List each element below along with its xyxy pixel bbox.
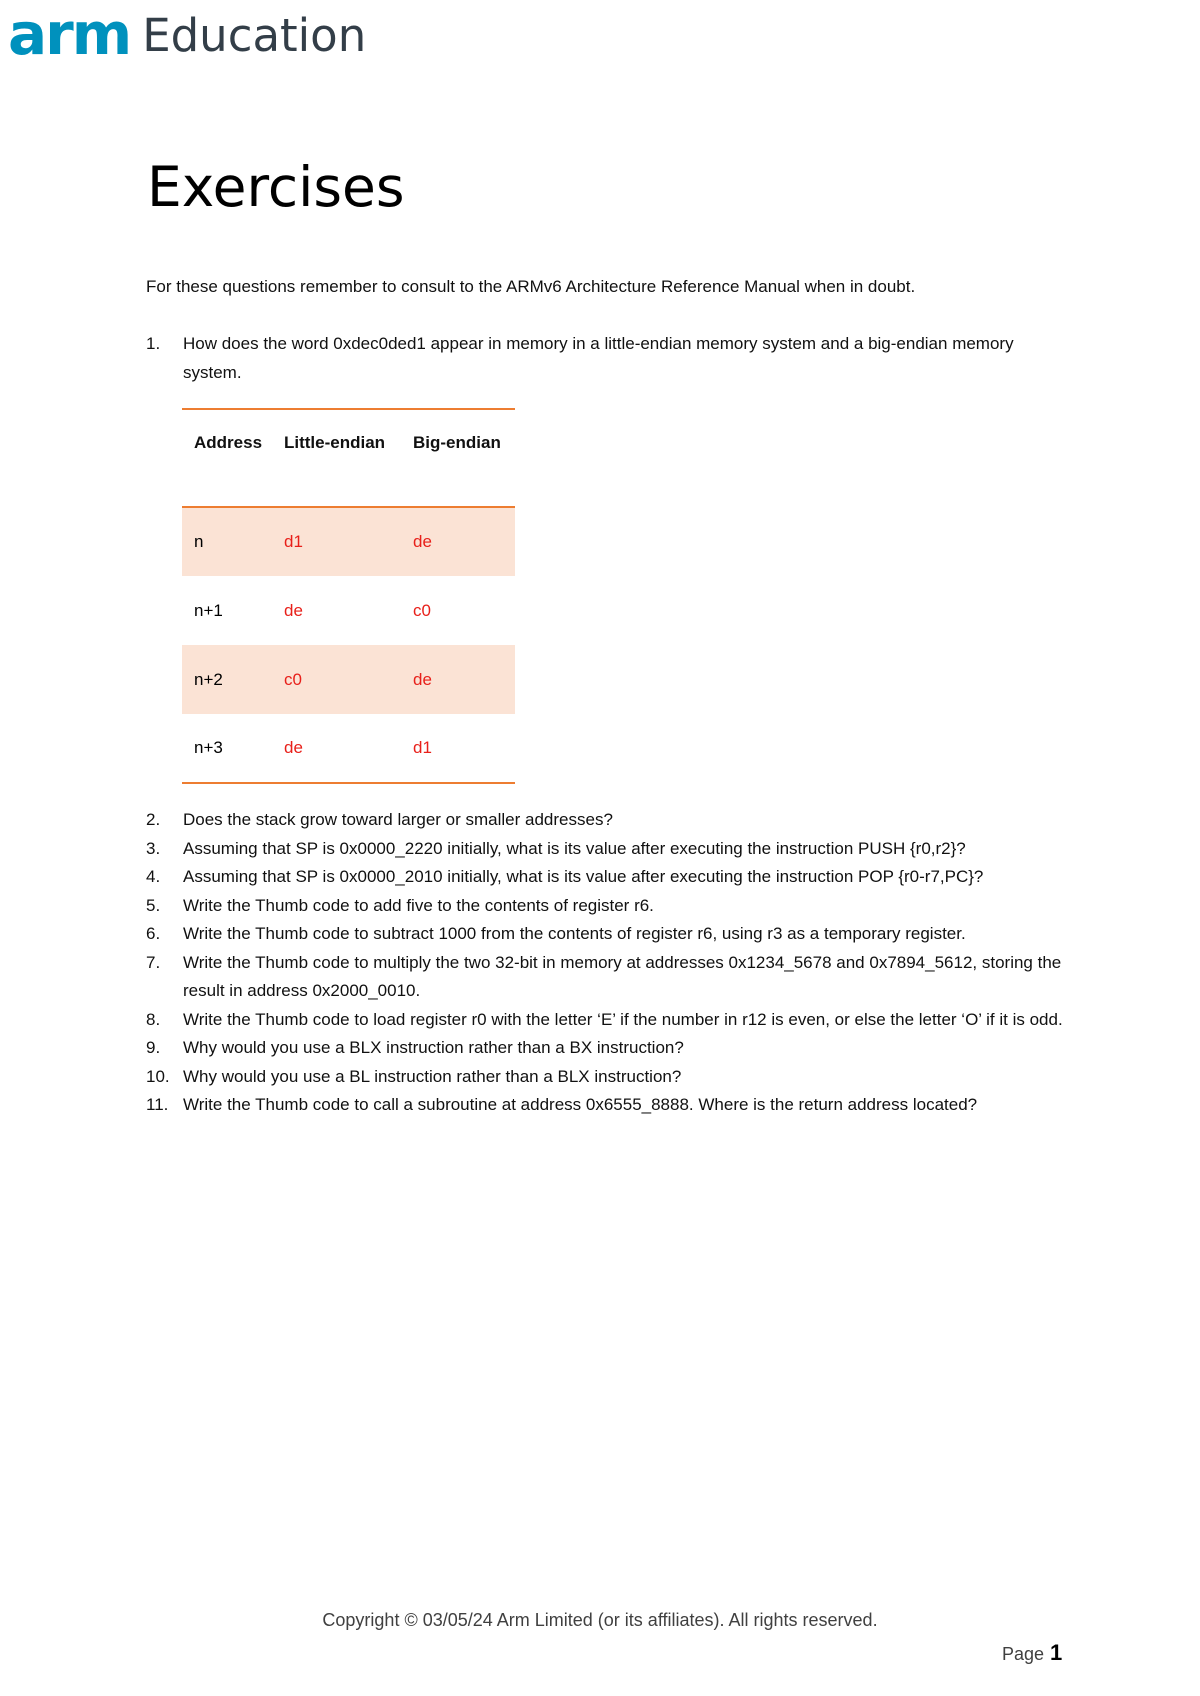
question-number: 4. xyxy=(146,867,161,886)
question-text: Why would you use a BL instruction rather than a BLX instruction? xyxy=(183,1066,682,1086)
question-item-7 xyxy=(146,949,1076,1006)
question-number: 3. xyxy=(146,838,161,858)
cell-big-endian: de xyxy=(413,532,432,551)
footer-copyright: Copyright © 03/05/24 Arm Limited (or its affiliates). All rights reserved. xyxy=(322,1610,878,1630)
arm-education-logo xyxy=(8,0,367,68)
table-row xyxy=(182,507,515,576)
page-number: 1 xyxy=(1050,1640,1063,1665)
cell-little-endian: c0 xyxy=(284,669,302,689)
question-item-10 xyxy=(146,1063,1076,1092)
page-title: Exercises xyxy=(147,155,405,219)
cell-address: n+3 xyxy=(194,738,223,757)
question-item-11 xyxy=(146,1091,1076,1120)
cell-big-endian: d1 xyxy=(413,738,432,757)
cell-address: n xyxy=(194,532,204,551)
question-number: 8. xyxy=(146,1009,161,1029)
question-text: Does the stack grow toward larger or smaller addresses? xyxy=(183,810,613,829)
question-item-2 xyxy=(146,806,1076,835)
column-header-big-endian: Big-endian xyxy=(413,433,501,452)
column-header-address: Address xyxy=(194,433,263,452)
question-item-9 xyxy=(146,1034,1076,1063)
intro-paragraph: For these questions remember to consult to the ARMv6 Architecture Reference Manual when in doubt. xyxy=(146,277,916,296)
question-text: Why would you use a BLX instruction rather than a BX instruction? xyxy=(183,1038,684,1057)
table-row xyxy=(182,714,515,783)
column-header-little-endian: Little-endian xyxy=(284,433,386,452)
cell-big-endian: de xyxy=(413,669,432,689)
cell-little-endian: de xyxy=(284,600,303,620)
question-number: 10. xyxy=(146,1066,170,1086)
question-number: 6. xyxy=(146,924,161,943)
cell-big-endian: c0 xyxy=(413,600,431,620)
logo-education-wordmark: Education xyxy=(142,9,367,62)
question-text: Write the Thumb code to add five to the contents of register r6. xyxy=(183,895,654,915)
cell-little-endian: de xyxy=(284,738,303,757)
question-list-part-1 xyxy=(146,330,1076,387)
question-text: Write the Thumb code to call a subroutine at address 0x6555_8888. Where is the return address located? xyxy=(183,1095,978,1114)
page-label: Page xyxy=(1002,1644,1045,1664)
page-indicator xyxy=(1002,1640,1062,1666)
question-number: 1. xyxy=(146,334,161,353)
question-number: 11. xyxy=(146,1095,169,1114)
question-text: Assuming that SP is 0x0000_2010 initially, what is its value after executing the instruction POP {r0-r7,PC}? xyxy=(183,867,984,886)
table-row xyxy=(182,576,515,645)
cell-address: n+2 xyxy=(194,669,223,689)
cell-address: n+1 xyxy=(194,600,223,620)
question-text: Write the Thumb code to subtract 1000 from the contents of register r6, using r3 as a temporary register. xyxy=(183,924,966,943)
table-header-row xyxy=(182,409,515,507)
question-number: 5. xyxy=(146,895,161,915)
question-item-5 xyxy=(146,892,1076,921)
question-text: How does the word 0xdec0ded1 appear in memory in a little-endian memory system and a big-endian memory system. xyxy=(183,334,1014,382)
endianness-table xyxy=(182,408,515,784)
question-text: Assuming that SP is 0x0000_2220 initially, what is its value after executing the instruction PUSH {r0,r2}? xyxy=(183,838,966,858)
question-list-part-2 xyxy=(146,806,1076,1120)
question-item-6 xyxy=(146,920,1076,949)
question-item-4 xyxy=(146,863,1076,892)
question-number: 9. xyxy=(146,1038,161,1057)
logo-arm-wordmark: arm xyxy=(8,0,131,68)
question-number: 2. xyxy=(146,810,161,829)
question-item-1 xyxy=(146,330,1076,387)
question-number: 7. xyxy=(146,952,161,972)
question-item-8 xyxy=(146,1006,1076,1035)
question-item-3 xyxy=(146,835,1076,864)
cell-little-endian: d1 xyxy=(284,532,303,551)
table-row xyxy=(182,645,515,714)
question-text: Write the Thumb code to multiply the two 32-bit in memory at addresses 0x1234_5678 and 0x7894_5612, storing the result in address 0x2000_0010. xyxy=(183,952,1062,1000)
question-text: Write the Thumb code to load register r0 with the letter ‘E’ if the number in r12 is even, or else the letter ‘O’ if it is odd. xyxy=(183,1009,1063,1029)
